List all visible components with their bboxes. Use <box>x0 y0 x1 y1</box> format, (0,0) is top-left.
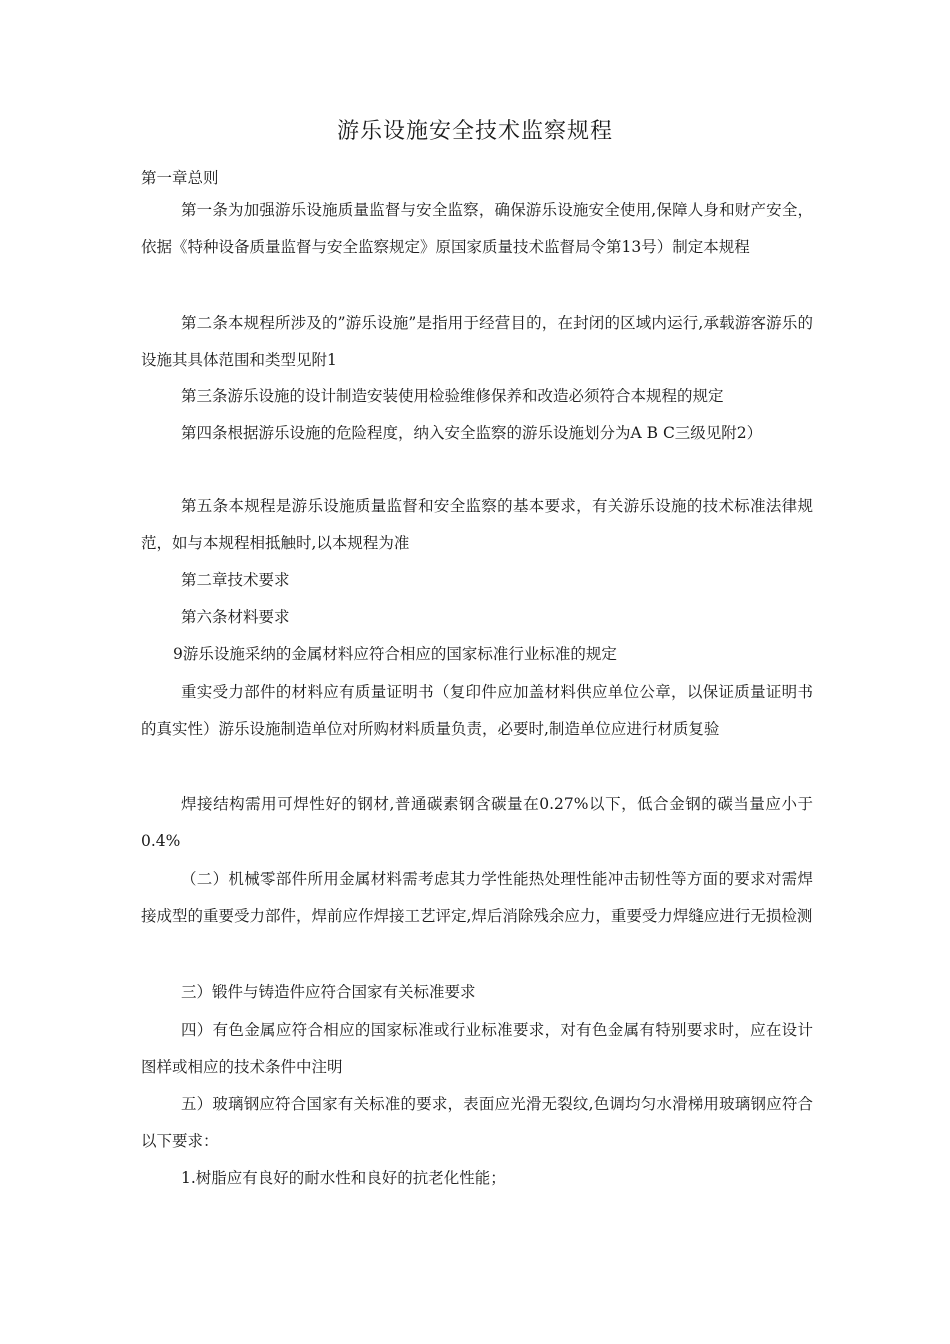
paragraph: 1.树脂应有良好的耐水性和良好的抗老化性能； <box>181 1169 506 1187</box>
chapter-heading: 第一章总则 <box>141 169 219 187</box>
paragraph: 五）玻璃钢应符合国家有关标准的要求，表面应光滑无裂纹,色调均匀水滑梯用玻璃钢应符合以下要求： <box>141 1095 813 1150</box>
paragraph: 四）有色金属应符合相应的国家标准或行业标准要求，对有色金属有特别要求时，应在设计图样或相应的技术条件中注明 <box>141 1021 813 1076</box>
document-title: 游乐设施安全技术监察规程 <box>336 119 613 144</box>
paragraph: 第二条本规程所涉及的”游乐设施”是指用于经营目的，在封闭的区域内运行,承载游客游乐的设施其具体范围和类型见附1 <box>141 314 813 369</box>
paragraph: 第五条本规程是游乐设施质量监督和安全监察的基本要求，有关游乐设施的技术标准法律规范，如与本规程相抵触时,以本规程为准 <box>141 497 813 552</box>
paragraph: 9游乐设施采纳的金属材料应符合相应的国家标准行业标准的规定 <box>173 645 617 663</box>
paragraph: 第四条根据游乐设施的危险程度，纳入安全监察的游乐设施划分为A B C三级见附2） <box>181 424 763 442</box>
paragraph: 重实受力部件的材料应有质量证明书（复印件应加盖材料供应单位公章，以保证质量证明书的真实性）游乐设施制造单位对所购材料质量负责，必要时,制造单位应进行材质复验 <box>141 683 813 738</box>
paragraph: （二）机械零部件所用金属材料需考虑其力学性能热处理性能冲击韧性等方面的要求对需焊接成型的重要受力部件，焊前应作焊接工艺评定,焊后消除残余应力，重要受力焊缝应进行无损检测 <box>141 870 813 925</box>
paragraph: 第六条材料要求 <box>181 608 290 626</box>
paragraph: 第一条为加强游乐设施质量监督与安全监察，确保游乐设施安全使用,保障人身和财产安全，依据《特种设备质量监督与安全监察规定》原国家质量技术监督局令第13号）制定本规程 <box>141 201 813 256</box>
paragraph: 焊接结构需用可焊性好的钢材,普通碳素钢含碳量在0.27%以下，低合金钢的碳当量应小于0.4% <box>141 795 813 850</box>
chapter-heading: 第二章技术要求 <box>181 571 290 589</box>
paragraph: 第三条游乐设施的设计制造安装使用检验维修保养和改造必须符合本规程的规定 <box>181 387 724 405</box>
paragraph: 三）锻件与铸造件应符合国家有关标准要求 <box>181 983 476 1001</box>
